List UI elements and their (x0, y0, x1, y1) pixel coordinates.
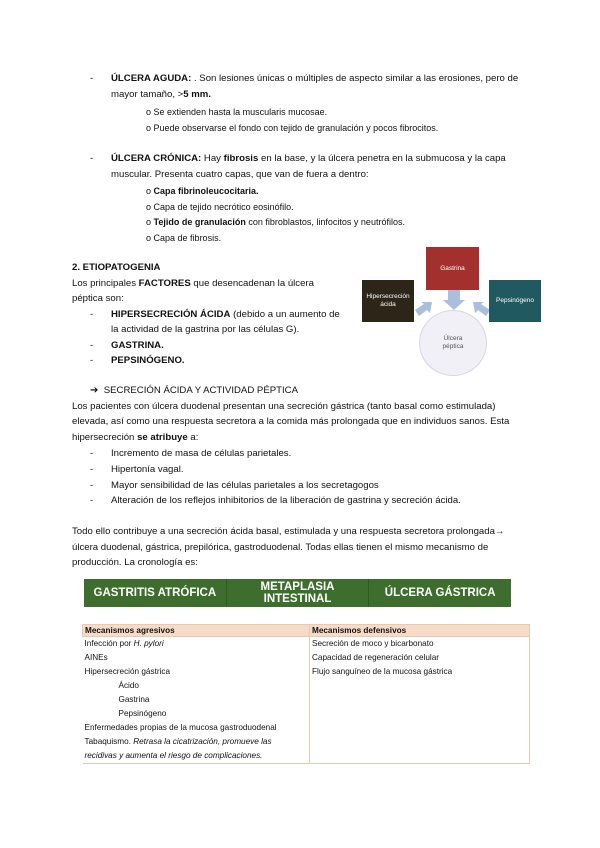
arrow-left-icon (473, 302, 490, 316)
agresivo-item (85, 735, 308, 749)
secrecion-heading-row (90, 385, 298, 397)
pepsinogeno-box: Pepsinógeno (489, 280, 541, 322)
arrow-right-icon (415, 302, 432, 316)
defensivo-item: Flujo sanguíneo de la mucosa gástrica (312, 667, 453, 676)
header-defensivos: Mecanismos defensivos (310, 625, 530, 637)
etiopatogenia-intro (72, 278, 314, 290)
cronologia-step-metaplasia: METAPLASIA INTESTINAL (260, 581, 335, 605)
cronologia-step-gastritis: GASTRITIS ATRÓFICA (93, 587, 217, 599)
agresivo-subitem: Gastrina (118, 695, 150, 704)
bullet-marker: o (146, 233, 152, 243)
secrecion-item: Mayor sensibilidad de las células parietales a los secretagogos (111, 480, 379, 491)
factor1-bold: HIPERSECRECIÓN ÁCIDA (111, 309, 231, 320)
bullet-marker: o (146, 202, 152, 212)
dash-marker: - (90, 495, 94, 506)
section-heading-etiopatogenia: 2. ETIOPATOGENIA (72, 262, 161, 273)
agresivo-italic: recidivas y aumenta el riesgo de complicaciones. (84, 751, 263, 760)
dash-marker: - (90, 464, 94, 475)
factor-hipersecrecion (111, 309, 340, 321)
secrecion-p3 (72, 432, 198, 444)
layer4-text: Capa de fibrosis. (153, 233, 222, 243)
agresivos-cell (83, 637, 310, 764)
p3-text: hipersecreción (72, 432, 138, 443)
dash-marker: - (90, 480, 94, 491)
dash-marker: - (90, 153, 94, 164)
secrecion-p2: elevada, así como una respuesta secretora a la comida más prolongada que en individuos sanos. Esta (72, 416, 510, 427)
intro-text: Los principales (72, 278, 139, 289)
ulcera-aguda-sub2 (146, 122, 438, 134)
ulcera-aguda-sub1 (146, 106, 327, 118)
agresivo-item (85, 749, 308, 763)
conclusion-l3: producción. La cronología es: (72, 557, 198, 568)
arrow-right-icon: ➔ (90, 385, 99, 396)
factor-pepsinogeno: PEPSINÓGENO. (111, 355, 185, 366)
cronologia-step-ulcera: ÚLCERA GÁSTRICA (384, 587, 496, 599)
p3-text-cont: a: (187, 432, 199, 443)
bullet-marker: o (146, 186, 152, 196)
bullet-marker: o (146, 107, 152, 117)
ulcera-cronica-layer4 (146, 232, 221, 244)
agresivo-subitem: Pepsinógeno (118, 709, 167, 718)
conclusion-l2: úlcera duodenal, gástrica, prepilórica, gastroduodenal. Todas ellas tienen el mismo mecanismo de (72, 542, 489, 553)
factor-gastrina: GASTRINA. (111, 340, 164, 351)
layer3-text: con fibroblastos, linfocitos y neutrófilos. (245, 217, 405, 227)
secrecion-item: Incremento de masa de células parietales. (111, 448, 292, 459)
layer2-text: Capa de tejido necrótico eosinófilo. (153, 202, 294, 212)
ulcera-aguda-text: . Son lesiones únicas o múltiples de aspecto similar a las erosiones, pero de (191, 73, 519, 84)
intro-factores: FACTORES (138, 278, 191, 289)
factor1-text: (debido a un aumento de (230, 309, 340, 320)
bullet-marker: o (146, 123, 152, 133)
ulcera-aguda-sub2-text: Puede observarse el fondo con tejido de granulación y pocos fibrocitos. (153, 123, 439, 133)
ulcera-circle (419, 310, 487, 376)
bullet-marker: o (146, 217, 152, 227)
ulcera-cronica-text: Hay (201, 153, 224, 164)
agresivo-subitem: Ácido (118, 681, 139, 690)
dash-marker: - (90, 73, 94, 84)
agresivo-item: AINEs (84, 653, 108, 662)
dash-marker: - (90, 309, 94, 320)
ulcera-aguda-size: 5 mm. (183, 89, 211, 100)
ulcera-cronica-fibrosis: fibrosis (223, 153, 259, 164)
defensivo-item: Secreción de moco y bicarbonato (312, 639, 434, 648)
ulcera-cronica-line2: muscular. Presenta cuatro capas, que van de fuera a dentro: (111, 169, 369, 180)
layer3-bold: Tejido de granulación (153, 217, 246, 227)
agresivo-item: Enfermedades propias de la mucosa gastroduodenal (84, 723, 277, 732)
dash-marker: - (90, 340, 94, 351)
intro-text-cont: que desencadenan la úlcera (190, 278, 314, 289)
mecanismos-table (82, 624, 530, 764)
ulcera-cronica-layer3 (146, 216, 405, 228)
ulcera-aguda-sub1-text: Se extienden hasta la muscularis mucosae. (153, 107, 328, 117)
table-header-row (83, 625, 530, 637)
ulcera-aguda-line2 (111, 89, 211, 101)
agresivo-italic: Retrasa la cicatrización, promueve las (133, 737, 272, 746)
agresivo-text: Tabaquismo. (84, 737, 134, 746)
defensivos-cell (310, 637, 530, 764)
gastrina-box: Gastrina (426, 247, 479, 290)
secrecion-item: Hipertonía vagal. (111, 464, 184, 475)
dash-marker: - (90, 355, 94, 366)
secrecion-p1: Los pacientes con úlcera duodenal presentan una secreción gástrica (tanto basal como estimulada) (72, 401, 496, 412)
ulcera-cronica-title: ÚLCERA CRÓNICA: (111, 153, 202, 164)
ulcera-cronica-layer2 (146, 201, 294, 213)
agresivo-item: Hipersecreción gástrica (84, 667, 171, 676)
conclusion-l1: Todo ello contribuye a una secreción ácida basal, estimulada y una respuesta secretora prolongada→ (72, 526, 505, 537)
defensivo-item: Capacidad de regeneración celular (312, 653, 439, 662)
ulcera-label: Úlcera péptica (442, 335, 464, 350)
arrow-down-icon (443, 290, 465, 310)
layer1-text: Capa fibrinoleucocitaria. (153, 186, 259, 196)
cronologia-bar (84, 579, 511, 607)
agresivo-text: Infección por (84, 639, 134, 648)
secrecion-heading: SECRECIÓN ÁCIDA Y ACTIVIDAD PÉPTICA (103, 385, 298, 396)
hipersecrecion-box: Hipersecreción ácida (362, 280, 414, 322)
ulcera-cronica-layer1 (146, 185, 259, 197)
ulcera-cronica-line1 (111, 153, 506, 165)
secrecion-item: Alteración de los reflejos inhibitorios de la liberación de gastrina y secreción ácida. (111, 495, 461, 506)
ulcera-aguda-line1 (111, 73, 518, 85)
dash-marker: - (90, 448, 94, 459)
ulcera-aguda-text2: mayor tamaño, > (111, 89, 184, 100)
agresivo-item (85, 637, 308, 651)
table-row (83, 637, 530, 764)
ulcera-aguda-title: ÚLCERA AGUDA: (111, 73, 192, 84)
ulcera-cronica-text-cont: en la base, y la úlcera penetra en la submucosa y la capa (258, 153, 506, 164)
etiopatogenia-intro2: péptica son: (72, 293, 124, 304)
agresivo-italic: H. pylori (133, 639, 164, 648)
factor-hipersecrecion-line2: la actividad de la gastrina por las células G). (111, 324, 300, 335)
header-agresivos: Mecanismos agresivos (83, 625, 310, 637)
p3-bold: se atribuye (137, 432, 188, 443)
